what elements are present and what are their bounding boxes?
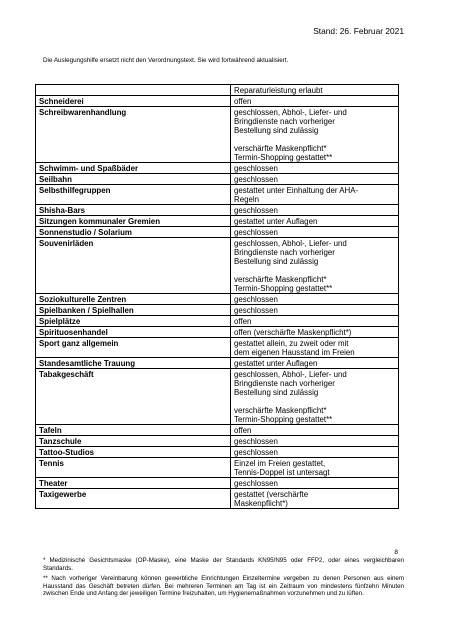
status-line: geschlossen (234, 294, 278, 304)
regulation-status-cell (231, 305, 399, 316)
status-line (234, 266, 395, 275)
status-line: gestattet unter Einhaltung der AHA- (234, 185, 359, 195)
status-line: offen (234, 316, 252, 326)
document-date: Stand: 26. Februar 2021 (313, 26, 404, 36)
regulation-status-cell (231, 425, 399, 436)
status-line: Bestellung sind zulässig (234, 125, 319, 135)
regulation-status-cell (231, 436, 399, 447)
business-type-cell: Taxigewerbe (36, 489, 231, 509)
status-line: geschlossen (234, 174, 278, 184)
status-line: geschlossen, Abhol-, Liefer- und (234, 369, 347, 379)
table-row (36, 316, 399, 327)
business-type-cell: Tattoo-Studios (36, 447, 231, 458)
table-row (36, 294, 399, 305)
regulations-table (35, 84, 399, 509)
business-type-cell: Spielplätze (36, 316, 231, 327)
business-type-cell: Theater (36, 478, 231, 489)
status-line: gestattet (verschärfte (234, 489, 309, 499)
status-line: offen (234, 425, 252, 435)
business-type-cell: Souvenirläden (36, 238, 231, 294)
status-line: verschärfte Maskenpflicht* (234, 274, 327, 284)
status-line: Einzel im Freien gestattet, (234, 458, 326, 468)
regulation-status-cell (231, 163, 399, 174)
status-line: geschlossen (234, 205, 278, 215)
table-row (36, 369, 399, 425)
regulation-status-cell (231, 227, 399, 238)
page-number: 8 (394, 549, 398, 556)
regulations-table-body (36, 85, 399, 509)
footnote-appointment: ** Nach vorheriger Vereinbarung können gewerbliche Einrichtungen Einzeltermine vergeben zu denen Personen aus einem Hausstand das Geschäft betreten dürfen. Bei mehreren Terminen am Tag ist ein Zeitraum von mindestens fünfzehn Minuten zwischen Ende und Anfang der jeweiligen Termine freizuhalten, um Hygienemaßnahmen vorzunehmen und zu lüften. (43, 575, 404, 598)
table-row (36, 338, 399, 358)
regulation-status-cell (231, 458, 399, 478)
table-row (36, 305, 399, 316)
business-type-cell: Schwimm- und Spaßbäder (36, 163, 231, 174)
business-type-cell: Sitzungen kommunaler Gremien (36, 216, 231, 227)
table-row (36, 216, 399, 227)
business-type-cell: Spirituosenhandel (36, 327, 231, 338)
table-row (36, 163, 399, 174)
status-line: geschlossen, Abhol-, Liefer- und (234, 107, 347, 117)
regulation-status-cell (231, 447, 399, 458)
status-line: Termin-Shopping gestattet** (234, 152, 333, 162)
business-type-cell: Soziokulturelle Zentren (36, 294, 231, 305)
regulation-status-cell (231, 85, 399, 96)
business-type-cell: Spielbanken / Spielhallen (36, 305, 231, 316)
table-row (36, 458, 399, 478)
business-type-cell: Sport ganz allgemein (36, 338, 231, 358)
regulation-status-cell (231, 238, 399, 294)
regulation-status-cell (231, 369, 399, 425)
status-line: geschlossen (234, 436, 278, 446)
regulation-status-cell (231, 358, 399, 369)
regulation-status-cell (231, 107, 399, 163)
status-line: gestattet allein, zu zweit oder mit (234, 338, 349, 348)
table-row (36, 174, 399, 185)
regulation-status-cell (231, 216, 399, 227)
status-line: Termin-Shopping gestattet** (234, 414, 333, 424)
business-type-cell: Standesamtliche Trauung (36, 358, 231, 369)
status-line: Tennis-Doppel ist untersagt (234, 467, 330, 477)
regulation-status-cell (231, 316, 399, 327)
business-type-cell: Tanzschule (36, 436, 231, 447)
business-type-cell: Tabakgeschäft (36, 369, 231, 425)
footnote-mask: * Medizinische Gesichtsmaske (OP-Maske), eine Maske der Standards KN95/N95 oder FFP2, oder eines vergleichbaren Standards. (43, 557, 404, 572)
table-row (36, 447, 399, 458)
status-line: verschärfte Maskenpflicht* (234, 143, 327, 153)
business-type-cell: Tennis (36, 458, 231, 478)
table-row (36, 327, 399, 338)
status-line: Bestellung sind zulässig (234, 387, 319, 397)
regulation-status-cell (231, 96, 399, 107)
business-type-cell: Selbsthilfegruppen (36, 185, 231, 205)
business-type-cell: Sonnenstudio / Solarium (36, 227, 231, 238)
table-row (36, 238, 399, 294)
table-row (36, 425, 399, 436)
table-row (36, 489, 399, 509)
business-type-cell: Tafeln (36, 425, 231, 436)
status-line: Termin-Shopping gestattet** (234, 283, 333, 293)
regulation-status-cell (231, 489, 399, 509)
status-line: gestattet unter Auflagen (234, 358, 318, 368)
status-line: offen (verschärfte Maskenpflicht*) (234, 327, 352, 337)
status-line: geschlossen (234, 447, 278, 457)
business-type-cell: Schreibwarenhandlung (36, 107, 231, 163)
table-row (36, 227, 399, 238)
status-line: verschärfte Maskenpflicht* (234, 405, 327, 415)
business-type-cell: Seilbahn (36, 174, 231, 185)
regulation-status-cell (231, 327, 399, 338)
table-row (36, 107, 399, 163)
table-row (36, 436, 399, 447)
business-type-cell: Schneiderei (36, 96, 231, 107)
table-row (36, 358, 399, 369)
status-line (234, 135, 395, 144)
status-line: geschlossen (234, 227, 278, 237)
regulation-status-cell (231, 185, 399, 205)
regulation-status-cell (231, 205, 399, 216)
table-row (36, 85, 399, 96)
status-line: dem eigenen Hausstand im Freien (234, 347, 355, 357)
disclaimer-note: Die Auslegungshilfe ersetzt nicht den Verordnungstext. Sie wird fortwährend aktualisiert. (43, 57, 289, 64)
status-line (234, 397, 395, 406)
status-line: Bringdienste nach vorheriger (234, 247, 335, 257)
regulation-status-cell (231, 174, 399, 185)
status-line: geschlossen (234, 305, 278, 315)
status-line: Regeln (234, 194, 260, 204)
table-row (36, 478, 399, 489)
status-line: geschlossen, Abhol-, Liefer- und (234, 238, 347, 248)
regulation-status-cell (231, 338, 399, 358)
regulation-status-cell (231, 478, 399, 489)
status-line: Maskenpflicht*) (234, 498, 288, 508)
status-line: geschlossen (234, 163, 278, 173)
business-type-cell: Shisha-Bars (36, 205, 231, 216)
status-line: Bringdienste nach vorheriger (234, 116, 335, 126)
regulation-status-cell (231, 294, 399, 305)
table-row (36, 205, 399, 216)
status-line: Bringdienste nach vorheriger (234, 378, 335, 388)
table-row (36, 96, 399, 107)
status-line: geschlossen (234, 478, 278, 488)
table-row (36, 185, 399, 205)
status-line: gestattet unter Auflagen (234, 216, 318, 226)
status-line: Bestellung sind zulässig (234, 256, 319, 266)
status-line: Reparaturleistung erlaubt (234, 85, 323, 95)
business-type-cell (36, 85, 231, 96)
status-line: offen (234, 96, 252, 106)
